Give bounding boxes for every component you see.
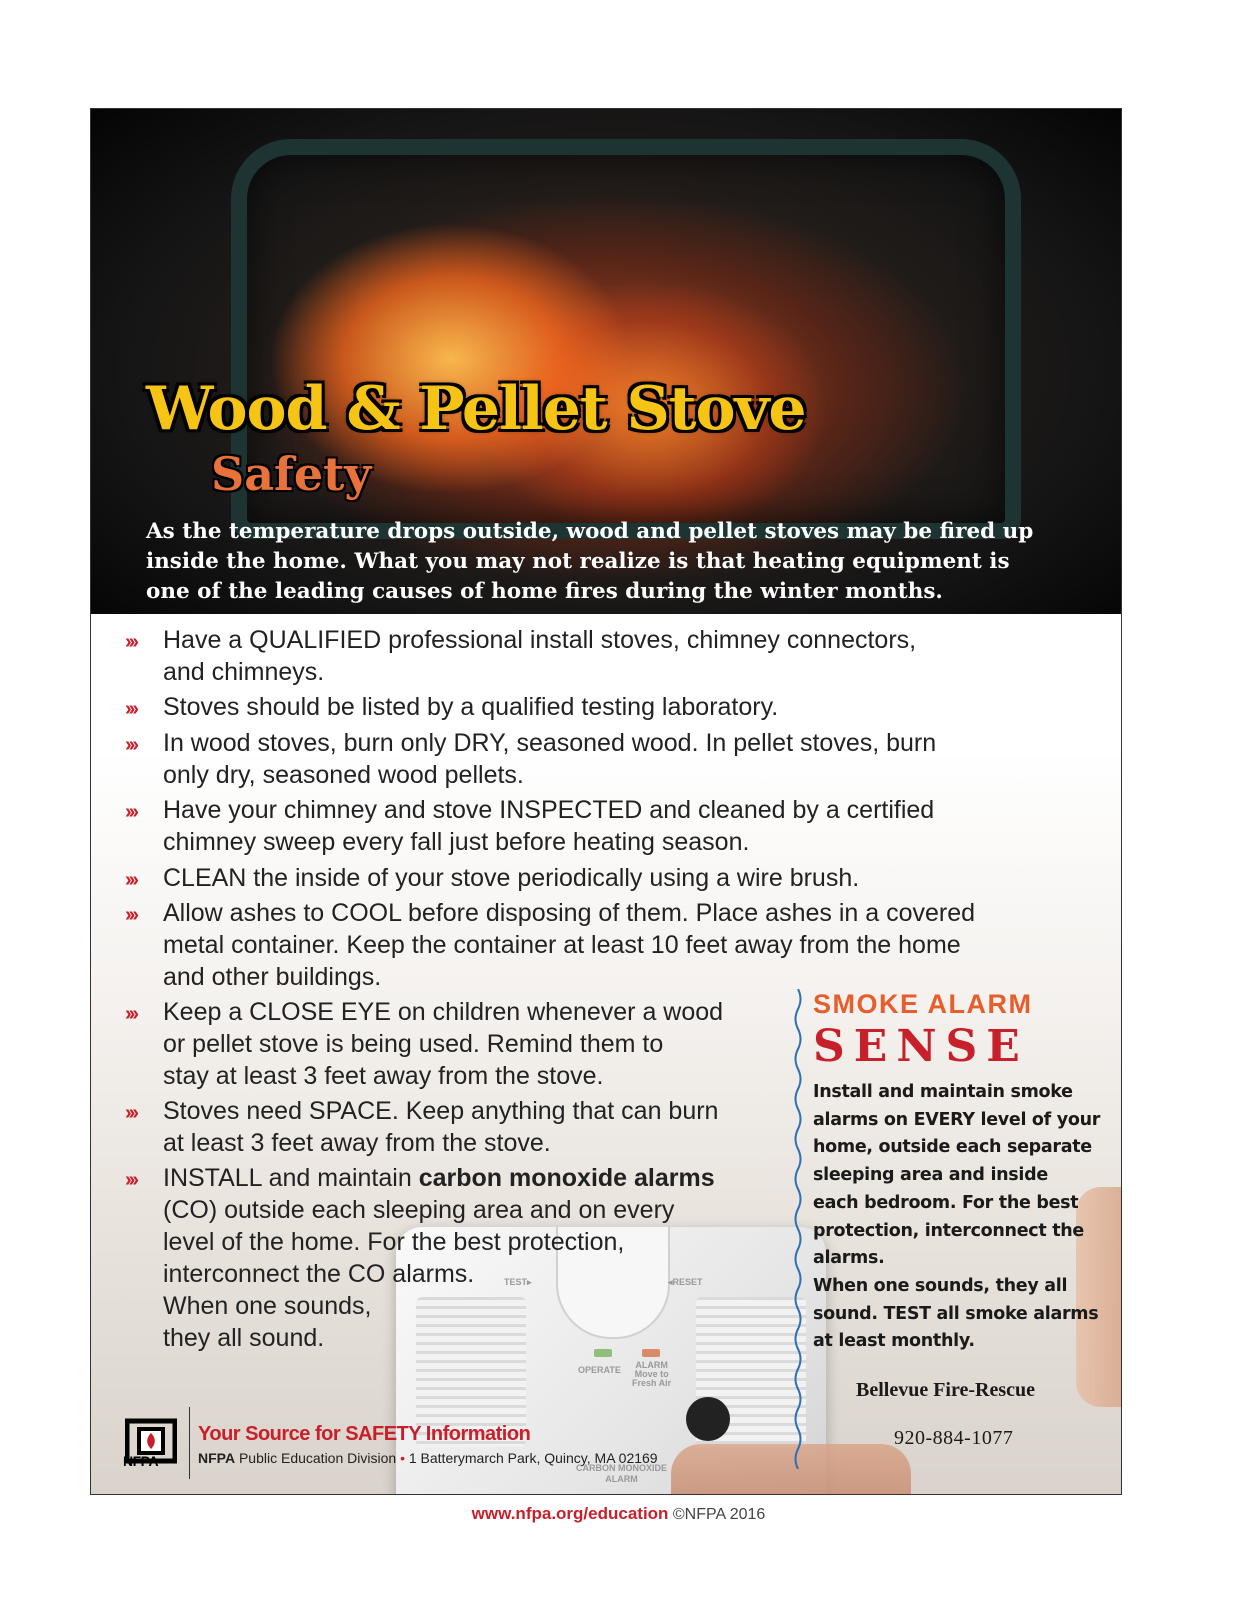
tip-item [125, 624, 1105, 688]
tip-line: Stoves need SPACE. Keep anything that can burn [163, 1097, 719, 1125]
sidebar-title: SENSE [813, 1021, 1029, 1072]
chevron-bullet-icon: ››› [125, 631, 136, 653]
alarm-name-line: ALARM [605, 1474, 638, 1484]
tip-item [125, 727, 1105, 791]
tip-line: Allow ashes to COOL before disposing of them. Place ashes in a covered [163, 899, 976, 927]
chevron-bullet-icon: ››› [125, 1003, 136, 1025]
alarm-device-name [576, 1463, 667, 1485]
stove-fire-photo [91, 109, 1122, 614]
chevron-bullet-icon: ››› [125, 734, 136, 756]
chevron-bullet-icon: ››› [125, 869, 136, 891]
sidebar-line: at least monthly. [813, 1331, 975, 1352]
footer-address [198, 1450, 658, 1466]
tip-line: (CO) outside each sleeping area and on every [163, 1196, 675, 1224]
intro-paragraph [146, 517, 1076, 607]
local-phone-number: 920-884-1077 [894, 1427, 1014, 1449]
local-department-name: Bellevue Fire-Rescue [856, 1379, 1036, 1401]
flyer-sheet [90, 108, 1122, 1495]
alarm-alarm-label [632, 1361, 671, 1388]
tip-emphasis: carbon monoxide alarms [418, 1164, 715, 1192]
sidebar-line: alarms. [813, 1248, 885, 1269]
alarm-test-label: TEST▸ [504, 1277, 532, 1287]
tip-item [125, 862, 1105, 894]
alarm-label-line: Fresh Air [632, 1378, 672, 1388]
tip-line [163, 1162, 785, 1194]
page-footer [0, 1504, 1237, 1524]
footer-source-title: Your Source for SAFETY Information [198, 1423, 531, 1445]
alarm-reset-label: ◂RESET [668, 1277, 703, 1287]
tip-line: Keep a CLOSE EYE on children whenever a wood [163, 998, 724, 1026]
tip-line: and other buildings. [163, 963, 382, 991]
sidebar-line: home, outside each separate [813, 1137, 1092, 1158]
sidebar-kicker: SMOKE ALARM [813, 989, 1033, 1019]
intro-line: As the temperature drops outside, wood and pellet stoves may be fired up [146, 519, 1034, 544]
alarm-operate-label: OPERATE [578, 1365, 621, 1375]
tip-item [125, 996, 785, 1092]
intro-line: one of the leading causes of home fires during the winter months. [146, 579, 943, 604]
tip-line: chimney sweep every fall just before heating season. [163, 828, 750, 856]
intro-line: inside the home. What you may not realize is that heating equipment is [146, 549, 1010, 574]
nfpa-education-link[interactable]: www.nfpa.org/education [471, 1504, 669, 1523]
tip-line: and chimneys. [163, 658, 325, 686]
nfpa-logo-text: NFPA [123, 1453, 159, 1469]
footer-divider [189, 1407, 190, 1479]
tip-line: at least 3 feet away from the stove. [163, 1129, 551, 1157]
tip-item [125, 1095, 785, 1159]
chevron-bullet-icon: ››› [125, 904, 136, 926]
tip-line: level of the home. For the best protection, [163, 1228, 625, 1256]
tip-line: they all sound. [163, 1324, 325, 1352]
tip-line: metal container. Keep the container at least 10 feet away from the home [163, 931, 961, 959]
tip-line: stay at least 3 feet away from the stove. [163, 1062, 604, 1090]
tip-line: Stoves should be listed by a qualified testing laboratory. [163, 693, 779, 721]
flyer-subtitle: Safety [211, 447, 372, 501]
sidebar-line: When one sounds, they all [813, 1275, 1068, 1296]
flyer-title: Wood & Pellet Stove [146, 374, 806, 444]
tip-item [125, 794, 1105, 858]
alarm-name-line: CARBON MONOXIDE [576, 1463, 668, 1473]
tip-item [125, 897, 1115, 993]
footer-org-rest: Public Education Division [235, 1450, 401, 1466]
sidebar-line: protection, interconnect the [813, 1220, 1085, 1241]
alarm-label-line: Move to [634, 1369, 669, 1379]
alarm-label-line: ALARM [635, 1360, 668, 1370]
tip-line: interconnect the CO alarms. [163, 1260, 475, 1288]
footer-bullet: • [400, 1450, 405, 1466]
sidebar-line: sound. TEST all smoke alarms [813, 1303, 1099, 1324]
tip-line: CLEAN the inside of your stove periodically using a wire brush. [163, 864, 860, 892]
sidebar-line: alarms on EVERY level of your [813, 1109, 1101, 1130]
sidebar-line: sleeping area and inside [813, 1165, 1048, 1186]
chevron-bullet-icon: ››› [125, 698, 136, 720]
tip-line: In wood stoves, burn only DRY, seasoned wood. In pellet stoves, burn [163, 729, 937, 757]
sidebar-body [813, 1079, 1103, 1356]
tip-line: Have your chimney and stove INSPECTED and cleaned by a certified [163, 796, 935, 824]
wavy-divider-line [791, 989, 805, 1469]
tip-item [125, 1162, 785, 1354]
tip-line: only dry, seasoned wood pellets. [163, 761, 524, 789]
tip-text: INSTALL and maintain [163, 1164, 419, 1192]
footer-street-address: 1 Batterymarch Park, Quincy, MA 02169 [404, 1450, 658, 1466]
footer-org-bold: NFPA [198, 1450, 236, 1466]
tip-line: Have a QUALIFIED professional install stoves, chimney connectors, [163, 626, 917, 654]
alarm-round-button-icon [686, 1397, 730, 1441]
chevron-bullet-icon: ››› [125, 1102, 136, 1124]
tip-line: or pellet stove is being used. Remind them to [163, 1030, 664, 1058]
chevron-bullet-icon: ››› [125, 1169, 136, 1191]
tip-item [125, 691, 1105, 723]
copyright-text: ©NFPA 2016 [668, 1506, 766, 1523]
sidebar-line: Install and maintain smoke [813, 1082, 1073, 1102]
tip-line: When one sounds, [163, 1292, 372, 1320]
chevron-bullet-icon: ››› [125, 801, 136, 823]
sidebar-line: each bedroom. For the best [813, 1192, 1079, 1213]
